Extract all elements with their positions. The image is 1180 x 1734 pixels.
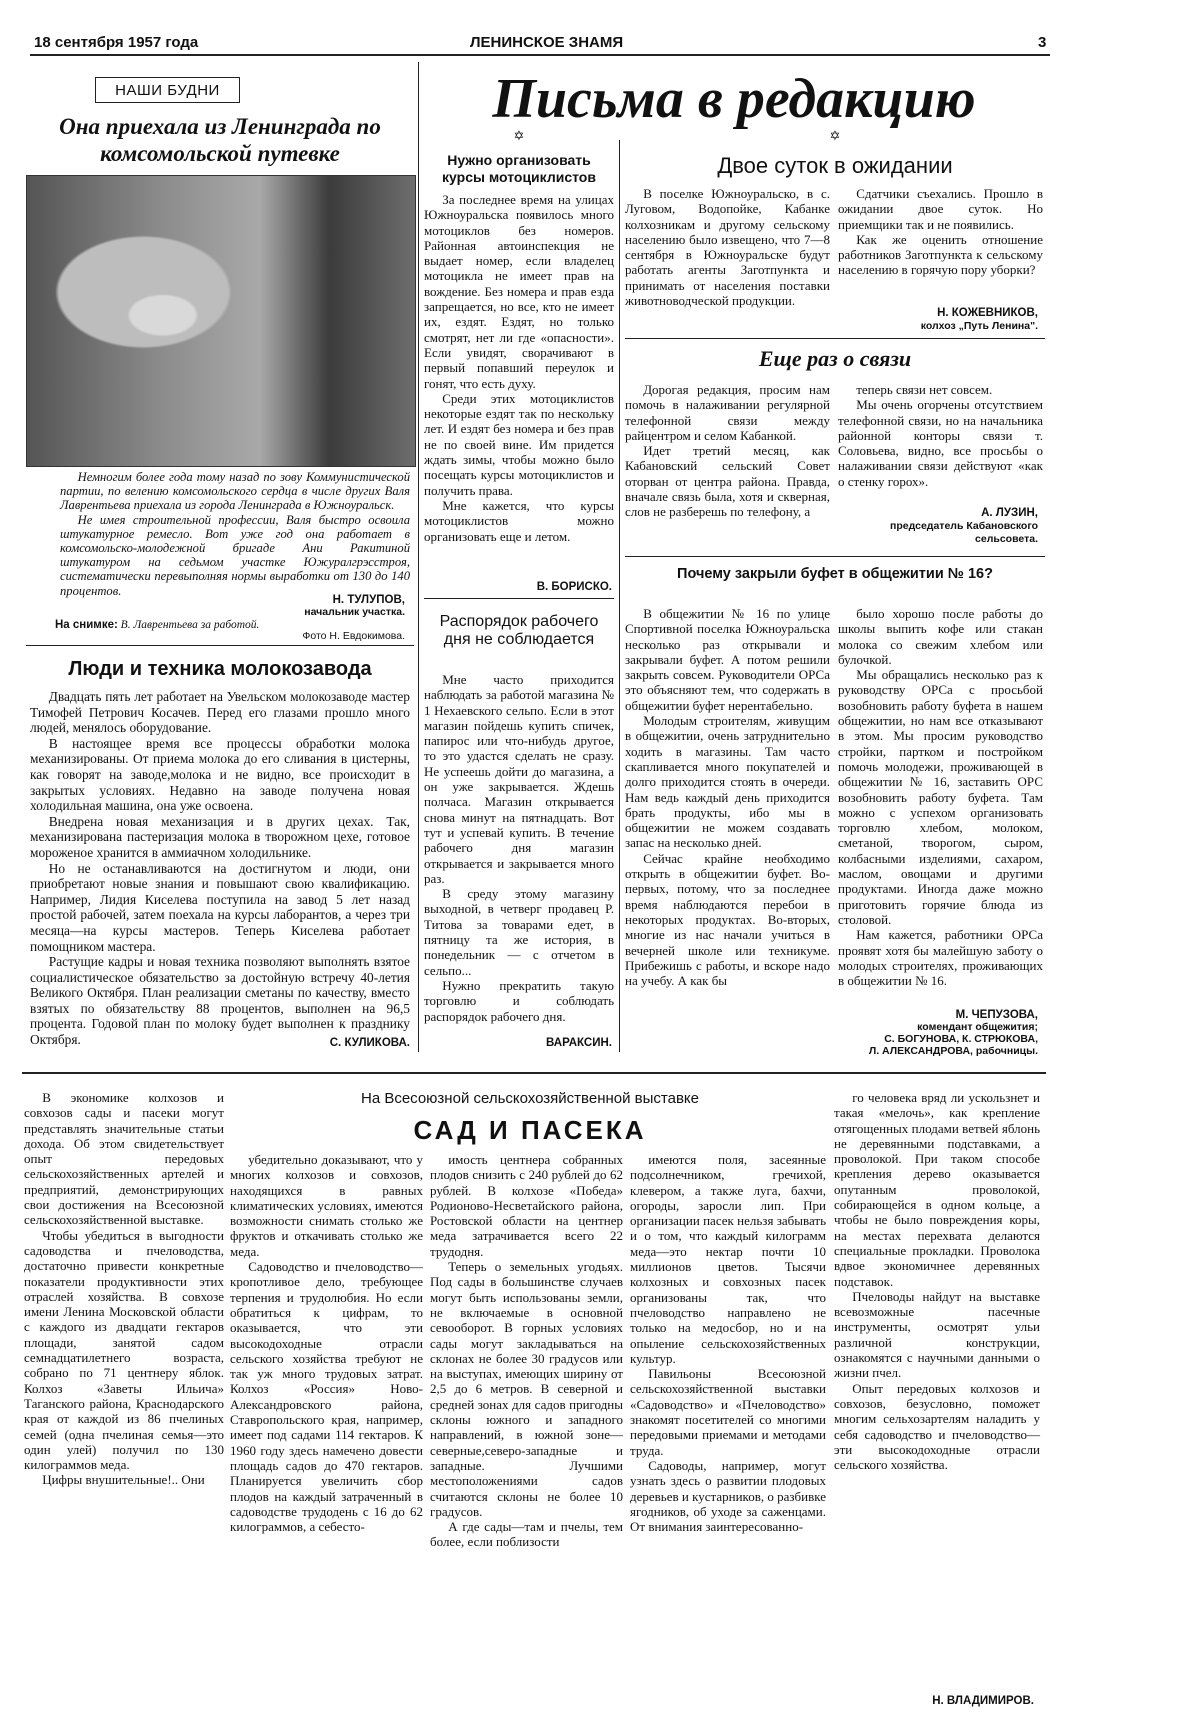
- buffet-body-col2: было хорошо после работы до школы выпить кофе или стакан молока со свежим хлебом или булочкой. Мы обращались несколько раз к руководству ОРСа с просьбой возобновить работу буфета в нашем общежитии, но нам все отказывают в этом. Мы просим руководство стройки, партком и постройком помочь молодежи, проживающей в общежитии № 16, заставить ОРС возобновить работу буфета. Там можно с успехом организовать торговлю хлебом, молоком, сметаной, творогом, сыром, колбасными изделиями, сахаром, маслом, овощами и другими продуктами. Иногда даже можно приготовить горячие блюда из столовой. Нам кажется, работники ОРСа проявят хотя бы малейшую заботу о молодых строителях, проживающих в общежитии № 16.: [838, 606, 1043, 989]
- buffet-signature-3: Л. АЛЕКСАНДРОВА, рабочницы.: [868, 1045, 1038, 1057]
- moto-signature: В. БОРИСКО.: [536, 581, 612, 593]
- photo-woman-plastering: [26, 175, 416, 467]
- link-body-col2: теперь связи нет совсем. Мы очень огорчены отсутствием телефонной связи, но на начальника районной конторы связи т. Соловьева, видно, все просьбы о налаживании связи действуют «как о стенку горох».: [838, 382, 1043, 489]
- rubric-box: [95, 77, 240, 103]
- link-body-col1: Дорогая редакция, просим нам помочь в налаживании регулярной телефонной связи между райцентром и селом Кабанкой. Идет третий месяц, как Кабановский сельский Совет оторван от центра района. Правда, вначале связь была, хотя и скверная, слов не разберешь по телефону, а: [625, 382, 830, 520]
- left-story-signature-role: начальник участка.: [304, 606, 405, 618]
- garden-signature: Н. ВЛАДИМИРОВ.: [932, 1695, 1034, 1707]
- garden-body-col2: убедительно доказывают, что у многих колхозов и совхозов, находящихся в равных климатических условиях, имеются возможности снимать столько же фруктов и откачивать столько же меда. Садоводство и пчеловодство—кропотливое дело, требующее терпения и трудолюбия. Но если обратиться к цифрам, то оказывается, что эти высокодоходные отрасли сельского хозяйства требуют не так уж много трудовых затрат. Колхоз «Россия» Ново-Александровского района, Ставропольского края, например, имеет под садами 114 гектаров. К 1960 году здесь намечено довести площадь садов до 470 гектаров. Планируется увеличить сбор плодов на каждый затраченный в садоводстве трудодень с 16 до 62 килограммов, а себесто-: [230, 1152, 423, 1535]
- left-divider: [26, 645, 414, 646]
- issue-date: 18 сентября 1957 года: [34, 34, 199, 51]
- rubric-label: НАШИ БУДНИ: [115, 81, 220, 99]
- photo-note: На снимке: В. Лаврентьева за работой.: [55, 619, 260, 631]
- garden-kicker: На Всесоюзной сельскохозяйственной выставке: [360, 1090, 699, 1107]
- star-icon: ✡: [829, 128, 841, 143]
- photo-caption: Немногим более года тому назад по зову Коммунистической партии, по велению комсомольского сердца в числе других Валя Лаврентьева приехала из города Ленинграда в Южноуральск. Не имея строительной профессии, Валя быстро освоила штукатурное ремесло. Вот уже год она работает в комсомольско-молодежной бригаде Ани Ракитиной штукатуром на седьмом участке Южуралгрэсстроя, систематически перевыполняя нормы выработки от 130 до 140 процентов.: [60, 470, 410, 598]
- wait-body-col2: Сдатчики съехались. Прошло в ожидании двое суток. Но приемщики так и не появились. Как же оценить отношение работников Заготпункта к сельскому населению в горячую пору уборки?: [838, 186, 1043, 278]
- garden-body-col3: имость центнера собранных плодов снизить с 240 рублей до 62 рублей. В колхозе «Победа» Родионово-Несветайского района, Ростовской области на центнер меда затрачивается всего 22 трудодня. Теперь о земельных угодьях. Под сады в большинстве случаев могут быть использованы земли, не включаемые в основной севооборот. В горных условиях сады могут закладываться на склонах не более 30 градусов или на выступах, имеющих ширину от 2,5 до 6 метров. В северной и средней зонах для садов пригодны склоны южного и западного направлений, в южной зоне—северные,северо-западные и западные. Лучшими местоположениями садов считаются склоны не более 10 градусов. А где сады—там и пчелы, тем более, если поблизости: [430, 1152, 623, 1550]
- photo-credit: Фото Н. Евдокимова.: [302, 630, 405, 642]
- left-story-title: Она приехала из Ленинграда по комсомольской путевке: [59, 114, 381, 166]
- buffet-signature: М. ЧЕПУЗОВА,: [955, 1009, 1038, 1021]
- shop-signature: ВАРАКСИН.: [546, 1037, 612, 1049]
- wait-divider: [625, 338, 1045, 339]
- masthead-rule: [30, 54, 1050, 56]
- wait-signature-role: колхоз „Путь Ленина".: [920, 320, 1038, 332]
- buffet-signature-role: комендант общежития;: [917, 1021, 1038, 1033]
- buffet-body-col1: В общежитии № 16 по улице Спортивной поселка Южноуральска несколько раз открывали и закрывали буфет. А потом решили закрыть совсем. Руководители ОРСа это объясняют тем, что содержать в общежитии буфет нерентабельно. Молодым строителям, живущим в общежитии, очень затруднительно ходить в магазины. Там часто скапливается много покупателей и долго приходится стоять в очереди. Нам ведь каждый день приходится брать продукты, ибо мы в общежитии не можем создавать запас на несколько дней. Сейчас крайне необходимо открыть в общежитии буфет. Во-первых, потому, что за последнее время наблюдаются перебои в некоторых продуктах. Во-вторых, многие из нас начали учиться в вечерней школе или техникуме. Прибежишь с работы, и вскоре надо на учебу. А как бы: [625, 606, 830, 989]
- section-rule: [22, 1072, 1046, 1074]
- buffet-signature-2: С. БОГУНОВА, К. СТРЮКОВА,: [884, 1033, 1038, 1045]
- milk-story-title: Люди и техника молокозавода: [68, 658, 372, 680]
- column-rule: [619, 140, 620, 1052]
- moto-divider: [424, 598, 614, 599]
- link-signature: А. ЛУЗИН,: [981, 507, 1038, 519]
- buffet-title: Почему закрыли буфет в общежитии № 16?: [677, 566, 993, 582]
- shop-title: Распорядок рабочего дня не соблюдается: [439, 613, 599, 648]
- link-signature-role: председатель Кабановского сельсовета.: [890, 520, 1038, 545]
- wait-title: Двое суток в ожидании: [717, 153, 953, 178]
- moto-title: Нужно организовать курсы мотоциклистов: [442, 152, 596, 185]
- milk-story-signature: С. КУЛИКОВА.: [329, 1037, 410, 1049]
- moto-body: За последнее время на улицах Южноуральска появилось много мотоциклов без номеров. Районная автоинспекция не выдает номер, если владелец мотоцикла не имеет прав на вождение. Без номера и прав езда запрещается, но все, кто не имеет их, ездят. Ездят, но только смотрят, нет ли где «опасности». Если увидят, сворачивают в первый попавший переулок и гонят, что есть духу. Среди этих мотоциклистов некоторые ездят так по нескольку лет. И ездят без номера и без прав не по своей вине. Им придется ждать зимы, чтобы можно было посещать курсы мотоциклистов и получить права. Мне кажется, что курсы мотоциклистов можно организовать еще и летом.: [424, 192, 614, 544]
- garden-body-col5: го человека вряд ли ускользнет и такая «мелочь», как крепление отягощенных плодами ветвей яблонь не деревянными подставками, а проволокой. При таком способе крепления дерево оказывается опутанным проволокой, собирающейся в одном кольце, а чтобы не было повреждения коры, на местах перехвата делаются специальные прокладки. Проволока вдвое экономичнее деревянных подставок. Пчеловоды найдут на выставке всевозможные пасечные инструменты, осмотрят ульи различной конструкции, ознакомятся с научными данными о жизни пчел. Опыт передовых колхозов и совхозов, безусловно, поможет многим сельхозартелям наладить у себя садоводство и пчеловодство—эти высокодоходные отрасли сельского хозяйства.: [834, 1090, 1040, 1473]
- garden-title: САД И ПАСЕКА: [413, 1115, 647, 1145]
- left-story-signature: Н. ТУЛУПОВ,: [332, 594, 405, 606]
- garden-body-col4: имеются поля, засеянные подсолнечником, гречихой, клевером, а также луга, бахчи, огороды, заросли лип. При организации пасек нельзя забывать и о том, что каждый килограмм меда—это нектар почти 10 миллионов цветов. Тысячи колхозных и совхозных пасек организованы так, что пчеловодство направлено не только на медосбор, но и на опыление сельскохозяйственных культур. Павильоны Всесоюзной сельскохозяйственной выставки «Садоводство» и «Пчеловодство» знакомят посетителей со многими передовыми приемами и методами труда. Садоводы, например, могут узнать здесь о развитии плодовых деревьев и кустарников, о разбивке ягодников, об уходе за саженцами. От внимания заинтересованно-: [630, 1152, 826, 1535]
- star-icon: ✡: [513, 128, 525, 143]
- page-number: 3: [1038, 34, 1047, 51]
- letters-header: Письма в редакцию: [492, 68, 976, 130]
- link-divider: [625, 556, 1045, 557]
- milk-story-body: Двадцать пять лет работает на Увельском молокозаводе мастер Тимофей Петрович Косачев. Перед его глазами прошло много людей, менялось оборудование. В настоящее время все процессы обработки молока механизированы. От приема молока до его сливания в цистерны, как говорят на заводе,молока и не видно, все происходит в закрытых условиях. Недавно на заводе получена новая холодильная машина, она уже освоена. Внедрена новая механизация и в других цехах. Так, механизирована пастеризация молока в творожном цехе, готовое мороженое хранится в аммиачном холодильнике. Но не останавливаются на достигнутом и люди, они приобретают новые знания и повышают свою квалификацию. Например, Лидия Киселева поступила на завод 5 лет назад простой рабочей, затем поехала на курсы лаборантов, а через три месяца—на курсы мастеров. Теперь Киселева работает помощником мастера. Растущие кадры и новая техника позволяют выполнять взятое социалистическое обязательство за достойную встречу 40-летия Великого Октября. План реализации сметаны по качеству, вместо взятых по обязательству 88 процентов, выполнен на 96,5 процента. Годовой план по молоку будет выполнен к празднику Октября.: [30, 689, 410, 1048]
- link-title: Еще раз о связи: [758, 346, 912, 371]
- newspaper-name: ЛЕНИНСКОЕ ЗНАМЯ: [470, 34, 624, 51]
- column-rule: [418, 62, 419, 1052]
- shop-body: Мне часто приходится наблюдать за работой магазина № 1 Нехаевского сельпо. Если в этот магазин пойдешь купить спичек, папирос или что-нибудь другое, то это удастся сделать не сразу. Не успеешь дойти до магазина, а он уже закрывается. Ждешь полчаса. Магазин открывается снова минут на пятнадцать. Вот тут и успевай купить. В течение рабочего дня магазин открывается и закрывается много раз. В среду этому магазину выходной, в четверг продавец Р. Титова за товарами едет, в пятницу та же история, в понедельник — с отчетом в сельпо... Нужно прекратить такую торговлю и соблюдать распорядок рабочего дня.: [424, 672, 614, 1024]
- wait-body-col1: В поселке Южноуральско, в с. Луговом, Водопойке, Кабанке колхозникам и другому сельскому населению было извещено, что 7—8 сентября в Южноуральске будут работать агенты Заготпункта и принимать от населения поставки животноводческой продукции.: [625, 186, 830, 309]
- garden-body-col1: В экономике колхозов и совхозов сады и пасеки могут представлять значительные статьи дохода. Об этом свидетельствует опыт передовых сельскохозяйственных артелей и предприятий, демонстрирующих свои достижения на Всесоюзной сельскохозяйственной выставке. Чтобы убедиться в выгодности садоводства и пчеловодства, достаточно привести конкретные показатели продуктивности этих отраслей хозяйства. В совхозе имени Ленина Московской области с каждого из двадцати гектаров площади, занятой садом семнадцатилетнего возраста, собрано по 71 центнеру яблок. Колхоз «Заветы Ильича» Таганского района, Краснодарского края от каждой из 86 пчелиных семей (одна пчелиная семья—это один улей) получил по 130 килограммов меда. Цифры внушительные!.. Они: [24, 1090, 224, 1488]
- wait-signature: Н. КОЖЕВНИКОВ,: [937, 307, 1038, 319]
